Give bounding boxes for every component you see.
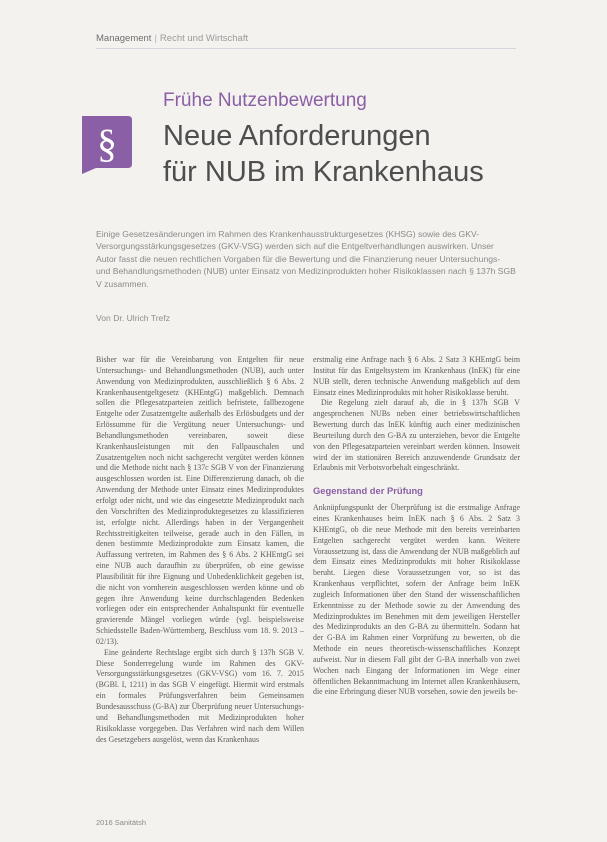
svg-text:§: § [97, 121, 117, 166]
body-column-left [96, 355, 304, 745]
body-paragraph: Bisher war für die Vereinbarung von Entgelten für neue Untersuchungs- und Behandlungsmethoden (NUB), auch unter Anwendung von Medizinprodukten, ausschließlich § 6 Abs. 2 Krankenhausentgeltgesetz (KHEntgG) maßgeblich. Demnach sollen die Pflegesatzparteien zeitlich befristete, fallbezogene Entgelte oder Zusatzentgelte außerhalb des Erlösbudgets und der Erlössumme für die Vergütung neuer Untersuchungs- und Behandlungsmethoden vereinbaren, soweit diese Krankenhausleistungen mit den Fallpauschalen und Zusatzentgelten noch nicht sachgerecht vergütet werden können und die Methode nicht nach § 137c SGB V von der Finanzierung ausgeschlossen worden ist. Eine Differenzierung danach, ob die Anwendung der Methode unter Einsatz eines Medizinproduktes erfolgt oder nicht, und wie das eingesetzte Medizinprodukt nach den Vorschriften des Medizinproduktegesetzes zu klassifizieren ist, erfolgte nicht. Allerdings haben in der Vergangenheit Rechtsstreitigkeiten teilweise, gerade auch in den Fällen, in denen bestimmte Medizinprodukte zum Einsatz kamen, die Auffassung vertreten, im Rahmen des § 6 Abs. 2 KHEntgG sei eine NUB auch daraufhin zu überprüfen, ob eine gewisse Plausibilität für ihre Eignung und Unbedenklichkeit gegeben ist, die nicht von vornherein ausgeschlossen werden könne und ob gegen ihre Anwendung keine durchschlagenden Bedenken vorliegen oder ein entsprechender Anhaltspunkt für eventuelle gravierende Mängel vorliegen würde (vgl. beispielsweise Schiedsstelle Baden-Württemberg, Beschluss vom 18. 9. 2013 – 02/13). [96, 355, 304, 646]
title-line-1: Neue Anforderungen [163, 120, 431, 152]
body-paragraph: erstmalig eine Anfrage nach § 6 Abs. 2 Satz 3 KHEntgG beim Institut für das Entgeltsystem im Krankenhaus (InEK) für eine NUB stellt, deren technische Anwendung maßgeblich auf dem Einsatz eines Medizinprodukts mit hoher Risikoklasse beruht. [313, 355, 520, 397]
article-lead: Einige Gesetzesänderungen im Rahmen des Krankenhausstrukturgesetzes (KHSG) sowie des GKV-Versorgungsstärkungsgesetzes (GKV-VSG) werden sich auf die Entgeltverhandlungen auswirken. Unser Autor fasst die neuen rechtlichen Vorgaben für die Bewertung und die Finanzierung neuer Untersuchungs- und Behandlungsmethoden (NUB) unter Einsatz von Medizinprodukten hoher Risikoklassen nach § 137h SGB V zusammen. [96, 229, 516, 289]
article-author: Von Dr. Ulrich Trefz [96, 313, 171, 323]
running-header [96, 33, 516, 44]
body-paragraph: Die Regelung zielt darauf ab, die in § 137h SGB V angesprochenen NUBs neben einer betriebswirtschaftlichen Bewertung durch das InEK künftig auch einer medizinischen Beurteilung durch den G-BA zu unterziehen, bevor die Entgelte von den Pflegesatzparteien vereinbart werden können. Insoweit wird der im stationären Bereich anzuwendende Grundsatz der Erlaubnis mit Verbotsvorbehalt eingeschränkt. [313, 398, 520, 473]
section-label: Management [96, 33, 152, 44]
header-rule [96, 48, 516, 49]
title-line-2: für NUB im Krankenhaus [163, 156, 484, 188]
body-paragraph: Anknüpfungspunkt der Überprüfung ist die erstmalige Anfrage eines Krankenhauses beim InEK nach § 6 Abs. 2 Satz 3 KHEntgG, ob die neue Methode mit den bereits vereinbarten Entgelten sachgerecht vergütet werden kann. Weitere Voraussetzung ist, dass die Anwendung der NUB maßgeblich auf dem Einsatz eines Medizinprodukts mit hoher Risikoklasse beruht. Liegen diese Voraussetzungen vor, so ist das Krankenhaus verpflichtet, sofern der Anfrage beim InEK zugleich Informationen über den Stand der wissenschaftlichen Erkenntnisse zu der Methode sowie zu der Anwendung des Medizinproduktes im Benehmen mit dem jeweiligen Hersteller des Medizinprodukts an den G-BA zu übermitteln. Sodann hat der G-BA im Rahmen einer Vorprüfung zu bewerten, ob die Methode ein neues theoretisch-wissenschaftliches Konzept aufweist. Nur in diesem Fall gibt der G-BA innerhalb von zwei Wochen nach Eingang der Informationen im Wege einer öffentlichen Bekanntmachung im Internet allen Krankenhäusern, die eine Erbringung dieser NUB vorsehen, sowie den jeweils be- [313, 503, 520, 697]
section-heading: Gegenstand der Prüfung [313, 485, 423, 497]
article-title [163, 118, 484, 190]
article-kicker: Frühe Nutzenbewertung [163, 90, 367, 111]
body-column-right [313, 355, 520, 698]
page-footer: 2016 Sanitätsh [96, 818, 147, 827]
body-paragraph: Eine geänderte Rechtslage ergibt sich durch § 137h SGB V. Diese Sonderregelung wurde im Rahmen des GKV-Versorgungsstärkungsgesetzes (GKV-VSG) vom 16. 7. 2015 (BGBl. I, 1211) in das SGB V eingefügt. Hiermit wird erstmals ein formales Prüfungsverfahren beim Gemeinsamen Bundesausschuss (G-BA) zur Überprüfung neuer Untersuchungs- und Behandlungsmethoden mit Medizinprodukten hoher Risikoklasse vorgegeben. Das Verfahren wird nach dem Willen des Gesetzgebers ausgelöst, wenn das Krankenhaus [96, 647, 304, 744]
subsection-label: Recht und Wirtschaft [159, 33, 249, 44]
paragraph-sign-icon [76, 114, 134, 174]
header-separator: | [154, 33, 157, 44]
